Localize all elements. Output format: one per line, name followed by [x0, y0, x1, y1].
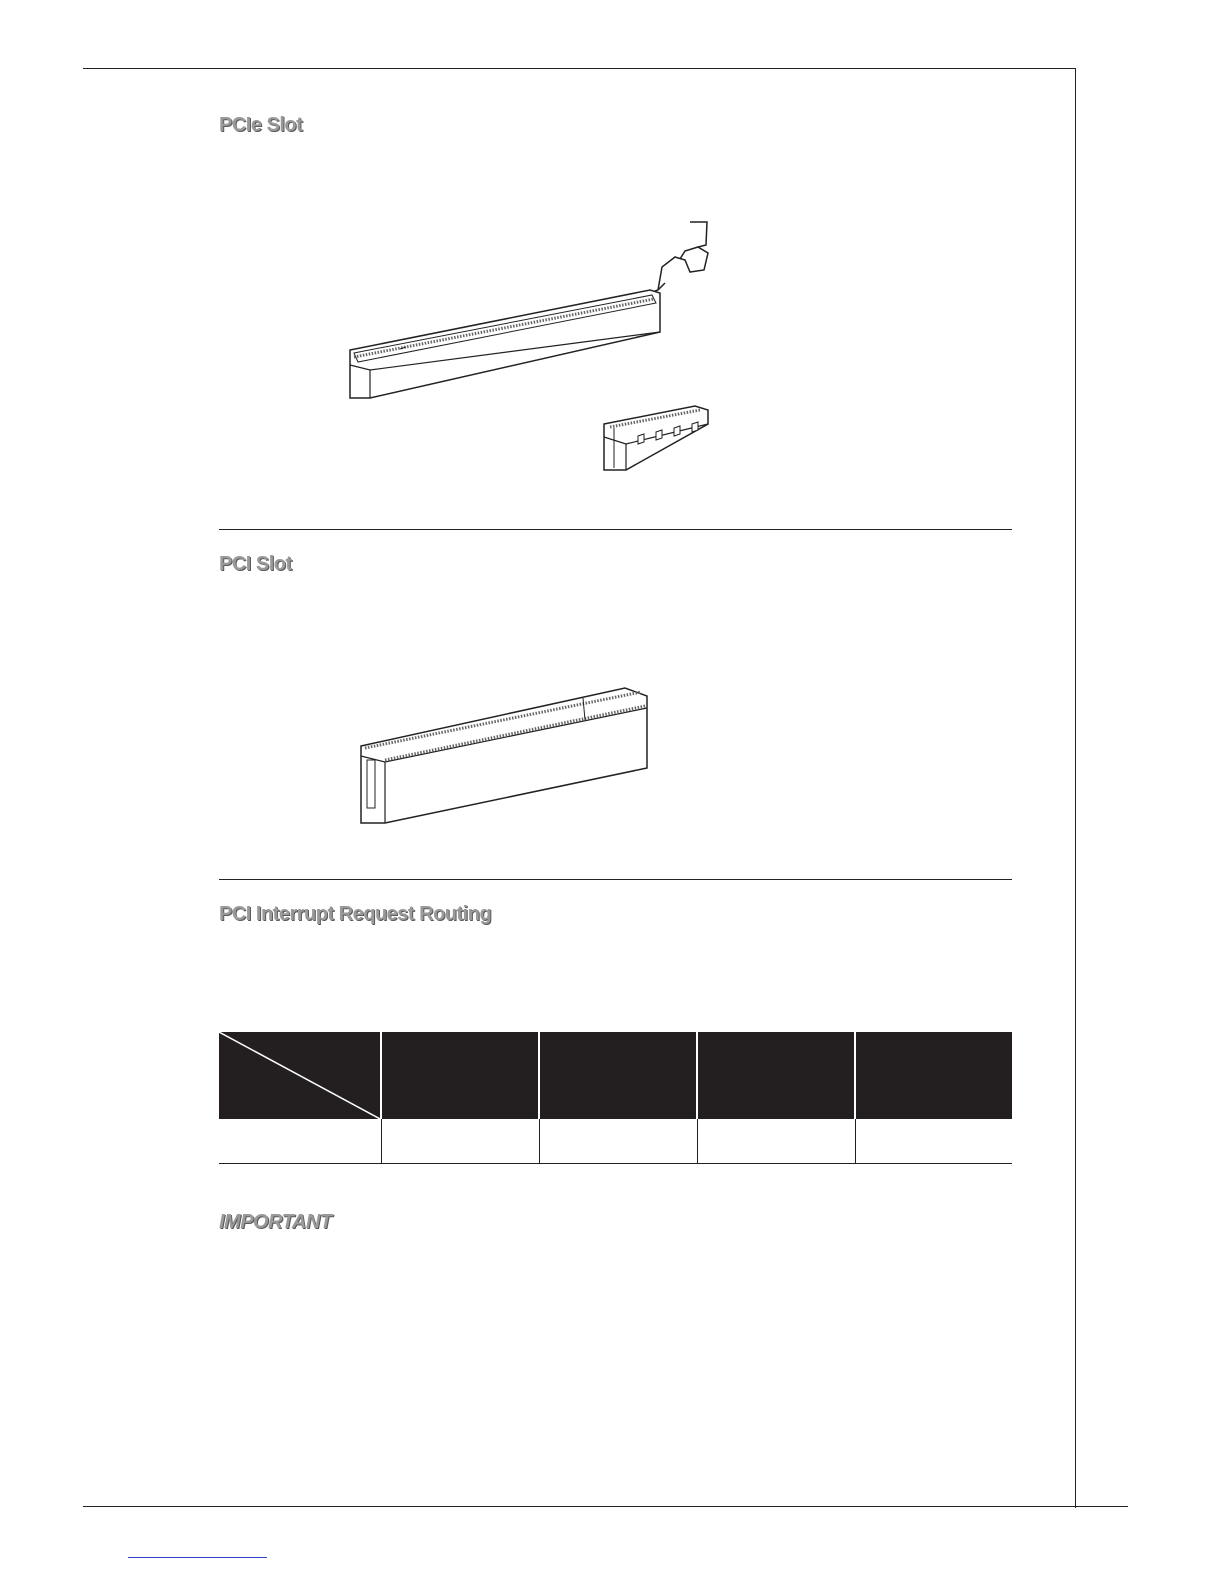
footer-link-underline[interactable]: [128, 1557, 267, 1558]
top-rule: [83, 68, 1076, 69]
irq-table-diagonal: [219, 1032, 382, 1125]
bottom-rule: [83, 1506, 1128, 1507]
pcie-x16-slot-illustration: [340, 215, 730, 405]
irq-table-row-sep-2: [539, 1119, 540, 1164]
pcie-slot-heading: PCIe Slot: [219, 114, 303, 136]
irq-table-row-sep-1: [381, 1119, 382, 1164]
right-margin-rule: [1075, 68, 1076, 1508]
irq-table-row-sep-4: [855, 1119, 856, 1164]
section-divider-1: [219, 529, 1012, 530]
pci-slot-illustration: [355, 680, 655, 830]
irq-routing-heading: PCI Interrupt Request Routing: [219, 903, 492, 925]
pcie-x1-slot-illustration: [600, 402, 725, 477]
pci-slot-heading: PCI Slot: [219, 553, 292, 575]
irq-table-row-sep-3: [697, 1119, 698, 1164]
important-heading: IMPORTANT: [219, 1211, 332, 1233]
irq-table-bottom-rule: [219, 1163, 1012, 1164]
section-divider-2: [219, 879, 1012, 880]
